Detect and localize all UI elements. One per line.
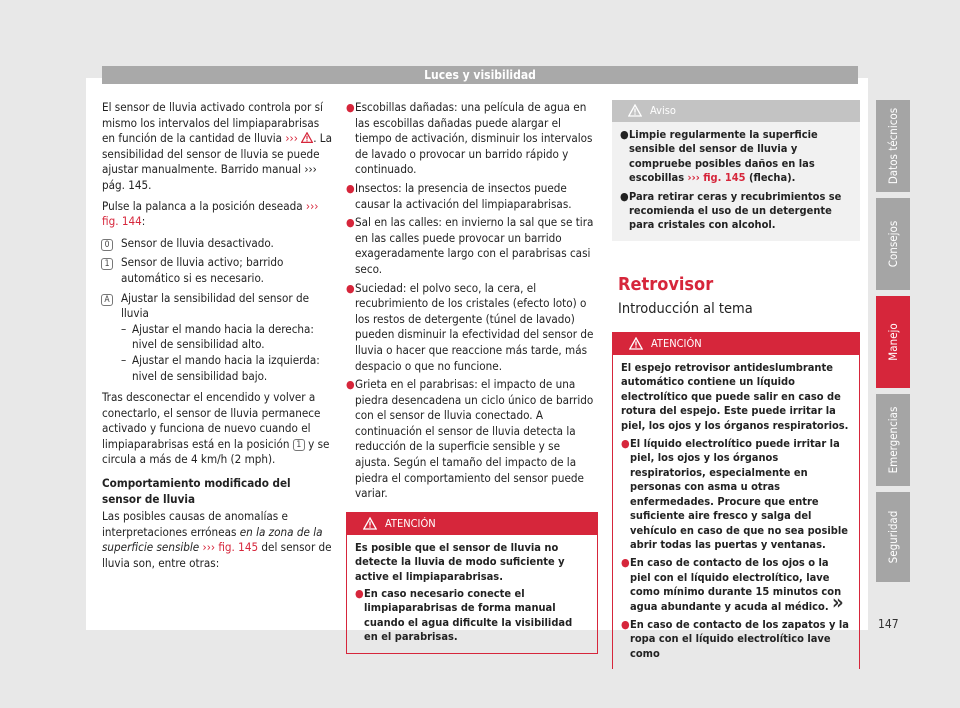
warning-text: El espejo retrovisor antideslumbrante automático contiene un líquido electrolítico que puede salir en caso de rotura del espejo. Este puede irritar la piel, los ojos y los órganos respiratorios. (621, 361, 849, 432)
figure-ref-link[interactable]: ››› fig. 145 (687, 171, 746, 185)
page-ref-link[interactable]: ››› pág. 145 (102, 162, 317, 192)
warning-box-header: ATENCIÓN (347, 513, 597, 535)
column-left (102, 100, 332, 577)
continue-arrow-icon: » (832, 590, 844, 614)
side-tab-consejos[interactable]: Consejos (876, 198, 910, 290)
reconnect-paragraph: Tras desconectar el encendido y volver a conectarlo, el sensor de lluvia permanece activado y funciona de nuevo cuando el limpiaparabrisas está en la posición 1 y se circula a más de 4 km/h (2 mph). (102, 390, 330, 467)
list-item: ● El líquido electrolítico puede irritar la piel, los ojos y los órganos respiratorios, especialmente en personas con asma u otras enfermedades. Procure que entre suficiente aire fresco y salga del vehículo en caso de que no sea posible abrir todas las puertas y ventanas. (621, 437, 848, 551)
instruction-paragraph: Pulse la palanca a la posición deseada ››› fig. 144: (102, 198, 319, 229)
list-item: ● Limpie regularmente la superficie sensible del sensor de lluvia y compruebe posibles daños en las escobillas ››› fig. 145 (flecha). (620, 128, 818, 185)
section-subtitle: Introducción al tema (618, 301, 753, 318)
warning-text: Es posible que el sensor de lluvia no detecte la lluvia de modo suficiente y active el limpiaparabrisas. (355, 540, 565, 583)
subsection-heading: Comportamiento modificado del sensor de lluvia (102, 476, 291, 506)
position-item-a: A Ajustar la sensibilidad del sensor de lluvia (102, 291, 332, 322)
side-tab-manejo[interactable]: Manejo (876, 296, 910, 388)
list-item: ● Escobillas dañadas: una película de agua en las escobillas dañadas puede alargar el tiempo de activación, disminuir los intervalos de lavado o provocar un barrido rápido y continuado. (346, 100, 593, 177)
chapter-header: Luces y visibilidad (102, 66, 858, 84)
list-item: ● Insectos: la presencia de insectos puede causar la activación del limpiaparabrisas. (346, 180, 572, 211)
warning-box (346, 512, 598, 654)
list-item: ● Para retirar ceras y recubrimientos se recomienda el uso de un detergente para cristales con alcohol. (620, 189, 842, 232)
position-item-1: 1 Sensor de lluvia activo; barrido automático si es necesario. (102, 255, 332, 286)
list-item: ● Suciedad: el polvo seco, la cera, el recubrimiento de los cristales (efecto loto) o los restos de detergente (túnel de lavado) pueden disminuir la efectividad del sensor de lluvia o hacer que reaccione más tarde, más despacio o que no funcione. (346, 280, 594, 373)
list-item: ● En caso necesario conecte el limpiaparabrisas de forma manual cuando el agua dificulte la visibilidad en el parabrisas. (355, 587, 573, 644)
warning-triangle-icon (301, 132, 313, 143)
intro-paragraph: El sensor de lluvia activado controla por sí mismo los intervalos del limpiaparabrisas en función de la cantidad de lluvia ››› . La sensibilidad del sensor de lluvia se puede ajustar manualmente. Barrido manual ››› pág. 145. (102, 100, 333, 192)
position-tag: A (101, 294, 113, 306)
notice-box (612, 100, 860, 241)
warning-triangle-icon (628, 104, 642, 117)
position-tag: 1 (293, 439, 305, 451)
list-item: ● En caso de contacto de los ojos o la piel con el líquido electrolítico, lave como mínimo durante 15 minutos con agua abundante y acuda al médico. (621, 556, 842, 613)
warning-triangle-icon (629, 337, 643, 350)
warning-box (612, 332, 860, 669)
notice-box-header: Aviso (612, 100, 860, 122)
dash-item: – Ajustar el mando hacia la derecha: nivel de sensibilidad alto. (121, 321, 314, 352)
list-item: ● Sal en las calles: en invierno la sal que se tira en las calles puede provocar un barrido exageradamente largo con el parabrisas casi seco. (346, 215, 594, 276)
page-number: 147 (878, 617, 899, 631)
position-tag: 1 (101, 258, 113, 270)
column-middle (346, 100, 598, 654)
dash-item: – Ajustar el mando hacia la izquierda: nivel de sensibilidad bajo. (121, 352, 320, 383)
side-tab-seguridad[interactable]: Seguridad (876, 492, 910, 582)
figure-ref-link[interactable]: ››› fig. 145 (199, 540, 259, 555)
list-item: ● En caso de contacto de los zapatos y la ropa con el líquido electrolítico lave como (621, 617, 849, 660)
causes-paragraph: Las posibles causas de anomalías e interpretaciones erróneas en la zona de la superficie sensible ››› fig. 145 del sensor de lluvia son, entre otras: (102, 509, 332, 571)
section-title: Retrovisor (618, 273, 714, 295)
side-tab-emergencias[interactable]: Emergencias (876, 394, 910, 486)
list-item: ● Grieta en el parabrisas: el impacto de una piedra desencadena un ciclo único de barrido con el sensor de lluvia conectado. A continuación el sensor de lluvia detecta la reducción de la superficie sensible y se ajusta. Según el tamaño del impacto de la piedra el comportamiento del sensor puede variar. (346, 377, 594, 501)
warning-triangle-icon (363, 517, 377, 530)
warning-ref-link[interactable]: ››› (285, 131, 298, 146)
position-item-0: 0 Sensor de lluvia desactivado. (102, 236, 332, 252)
warning-box-header: ATENCIÓN (613, 333, 859, 355)
column-right (612, 100, 860, 669)
position-tag: 0 (101, 239, 113, 251)
side-tab-datos-tecnicos[interactable]: Datos técnicos (876, 100, 910, 192)
figure-ref-link[interactable]: ››› fig. 144 (102, 198, 319, 229)
